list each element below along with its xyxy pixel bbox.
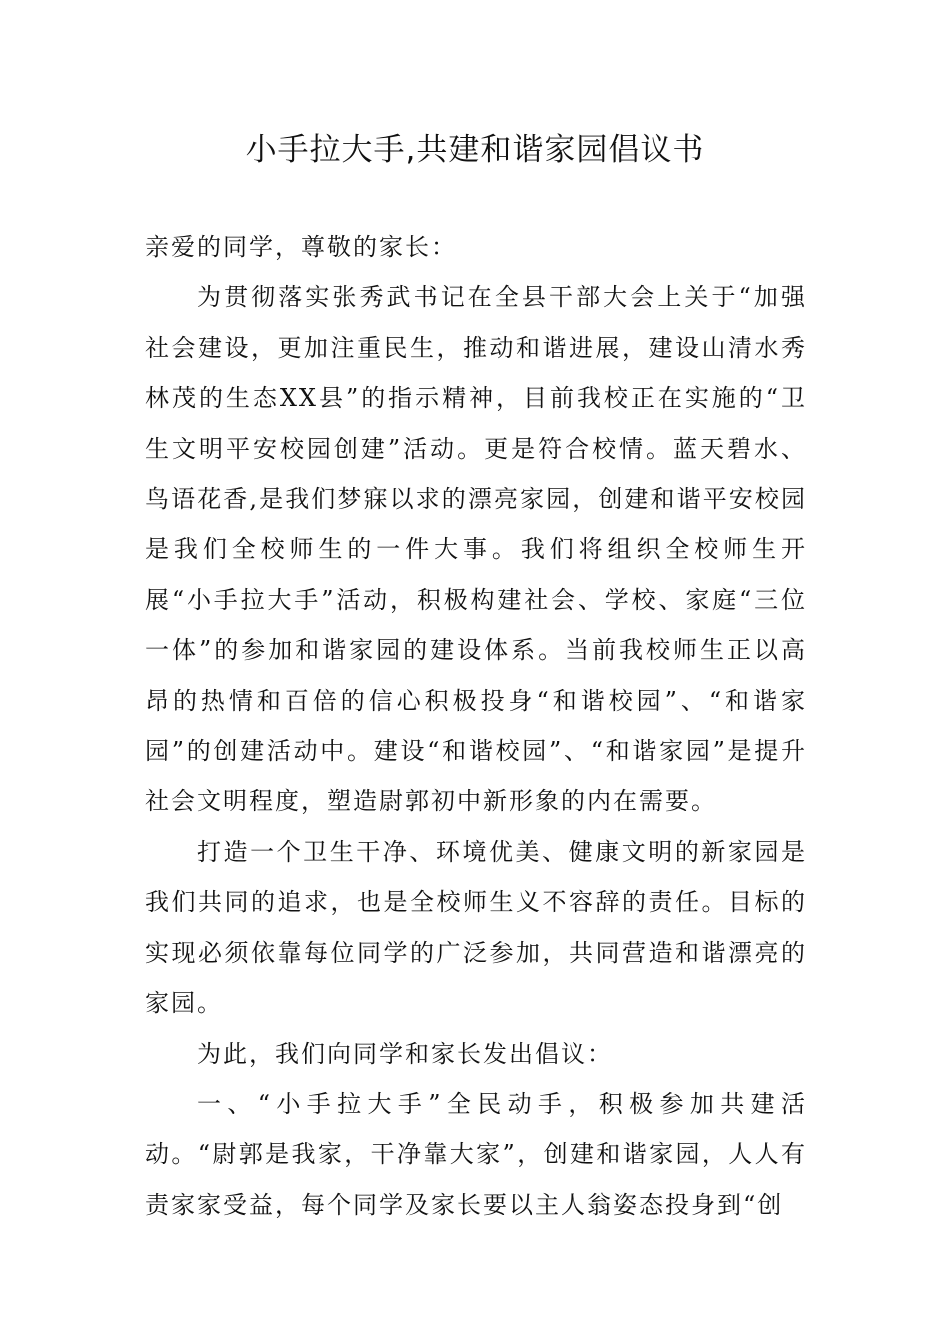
- paragraph-1: 为贯彻落实张秀武书记在全县干部大会上关于“加强社会建设，更加注重民生，推动和谐进展，建设山清水秀林茂的生态XX县”的指示精神，目前我校正在实施的“卫生文明平安校园创建”活动。更是符合校情。蓝天碧水、鸟语花香,是我们梦寐以求的漂亮家园，创建和谐平安校园是我们全校师生的一件大事。我们将组织全校师生开展“小手拉大手”活动，积极构建社会、学校、家庭“三位一体”的参加和谐家园的建设体系。当前我校师生正以高昂的热情和百倍的信心积极投身“和谐校园”、“和谐家园”的创建活动中。建设“和谐校园”、“和谐家园”是提升社会文明程度，塑造尉郭初中新形象的内在需要。: [145, 283, 807, 816]
- paragraph-4: 一、“小手拉大手”全民动手，积极参加共建活动。“尉郭是我家，干净靠大家”，创建和谐家园，人人有责家家受益，每个同学及家长要以主人翁姿态投身到“创: [145, 1089, 807, 1219]
- paragraph-2: 打造一个卫生干净、环境优美、健康文明的新家园是我们共同的追求，也是全校师生义不容辞的责任。目标的实现必须依靠每位同学的广泛参加，共同营造和谐漂亮的家园。: [145, 837, 807, 1018]
- document-body: [145, 222, 807, 1230]
- paragraph-3: 为此，我们向同学和家长发出倡议：: [197, 1039, 613, 1068]
- salutation: 亲爱的同学，尊敬的家长：: [145, 233, 457, 261]
- document-title: 小手拉大手,共建和谐家园倡议书: [245, 132, 705, 168]
